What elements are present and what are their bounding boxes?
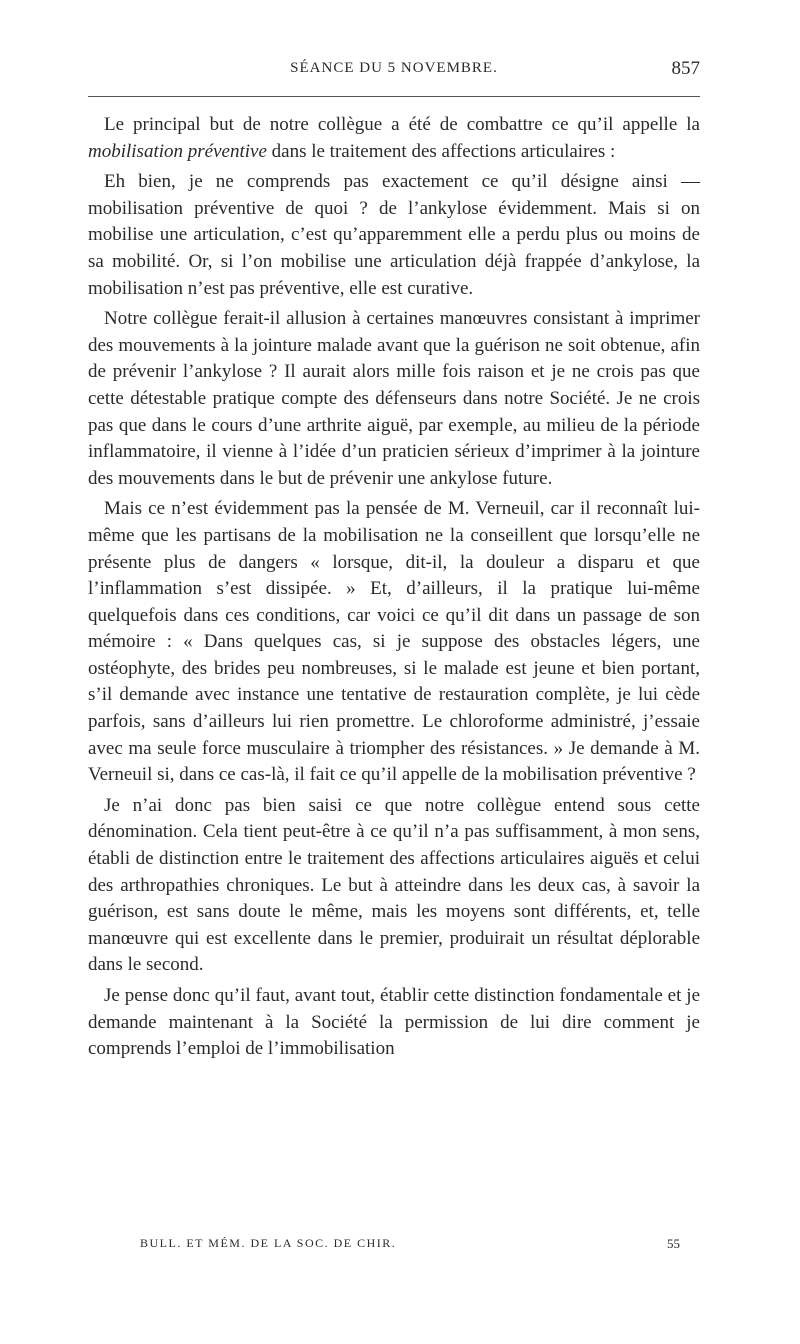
paragraph-5-text: Je n’ai donc pas bien saisi ce que notre collègue entend sous cette dénomination. Cela tient peut-être à ce qu’il n’a pas suffisamment, à mon sens, établi de distinction entre le traitement des affections articulaires aiguës et celui des arthropathies chroniques. Le but à atteindre dans les deux cas, à savoir la guérison, est sans doute le même, mais les moyens sont différents, et, telle manœuvre qui est excellente dans le premier, produirait un résultat déplorable dans le second. <box>88 794 700 976</box>
footer-title: BULL. ET MÉM. DE LA SOC. DE CHIR. <box>140 1236 397 1250</box>
header-rule <box>88 96 700 97</box>
running-title: SÉANCE DU 5 NOVEMBRE. <box>290 60 498 76</box>
paragraph-2-text: Eh bien, je ne comprends pas exactement ce qu’il désigne ainsi — mobilisation préventive de quoi ? de l’ankylose évidemment. Mais si on mobilise une articulation, c’est qu’apparemment elle a perdu plus ou moins de sa mobilité. Or, si l’on mobilise une articulation déjà frappée d’ankylose, la mobilisation n’est pas préventive, elle est curative. <box>88 171 700 299</box>
paragraph-1 <box>88 112 700 165</box>
paragraph-3-text: Notre collègue ferait-il allusion à certaines manœuvres consistant à imprimer des mouvements à la jointure malade avant que la guérison ne soit obtenue, afin de prévenir l’ankylose ? Il aurait alors mille fois raison et je ne crois pas que cette détestable pratique compte des défenseurs dans notre Société. Je ne crois pas que dans le cours d’une arthrite aiguë, par exemple, au milieu de la période inflammatoire, il vienne à l’idée d’un praticien sérieux d’imprimer à la jointure des mouvements dans le but de prévenir une ankylose future. <box>88 308 700 489</box>
signature-mark: 55 <box>667 1236 680 1251</box>
running-head <box>88 60 700 84</box>
paragraph-4 <box>88 496 700 789</box>
page-number: 857 <box>671 58 700 79</box>
paragraph-1-emphasis: mobilisation préventive <box>88 140 267 162</box>
paragraph-2 <box>88 169 700 302</box>
paragraph-3 <box>88 306 700 492</box>
paragraph-6 <box>88 983 700 1063</box>
paragraph-4-text: Mais ce n’est évidemment pas la pensée de M. Verneuil, car il reconnaît lui-même que les partisans de la mobilisation ne la conseillent que lorsqu’elle ne présente plus de dangers « lorsque, dit-il, la douleur a disparu et que l’inflammation s’est dissipée. » Et, d’ailleurs, il la pratique lui-même quelquefois dans ces conditions, car voici ce qu’il dit dans un passage de son mémoire : « Dans quelques cas, si je suppose des obstacles légers, une ostéophyte, des brides peu nombreuses, si le malade est jeune et bien portant, s’il demande avec instance une tentative de restauration complète, je lui cède parfois, sans d’ailleurs lui rien promettre. Le chloroforme administré, j’essaie avec ma seule force musculaire à triompher des résistances. » Je demande à M. Verneuil si, dans ce cas-là, il fait ce qu’il appelle de la mobilisation préventive ? <box>88 498 700 786</box>
paragraph-1-text-before: Le principal but de notre collègue a été de combattre ce qu’il appelle la <box>104 114 700 135</box>
paragraph-6-text: Je pense donc qu’il faut, avant tout, établir cette distinction fondamentale et je demande maintenant à la Société la permission de lui dire comment je comprends l’emploi de l’immobilisation <box>88 985 700 1060</box>
paragraph-1-text-after: dans le traitement des affections articulaires : <box>266 140 616 162</box>
paragraph-5 <box>88 793 700 979</box>
footer <box>140 1236 680 1256</box>
body-text <box>88 112 700 1067</box>
